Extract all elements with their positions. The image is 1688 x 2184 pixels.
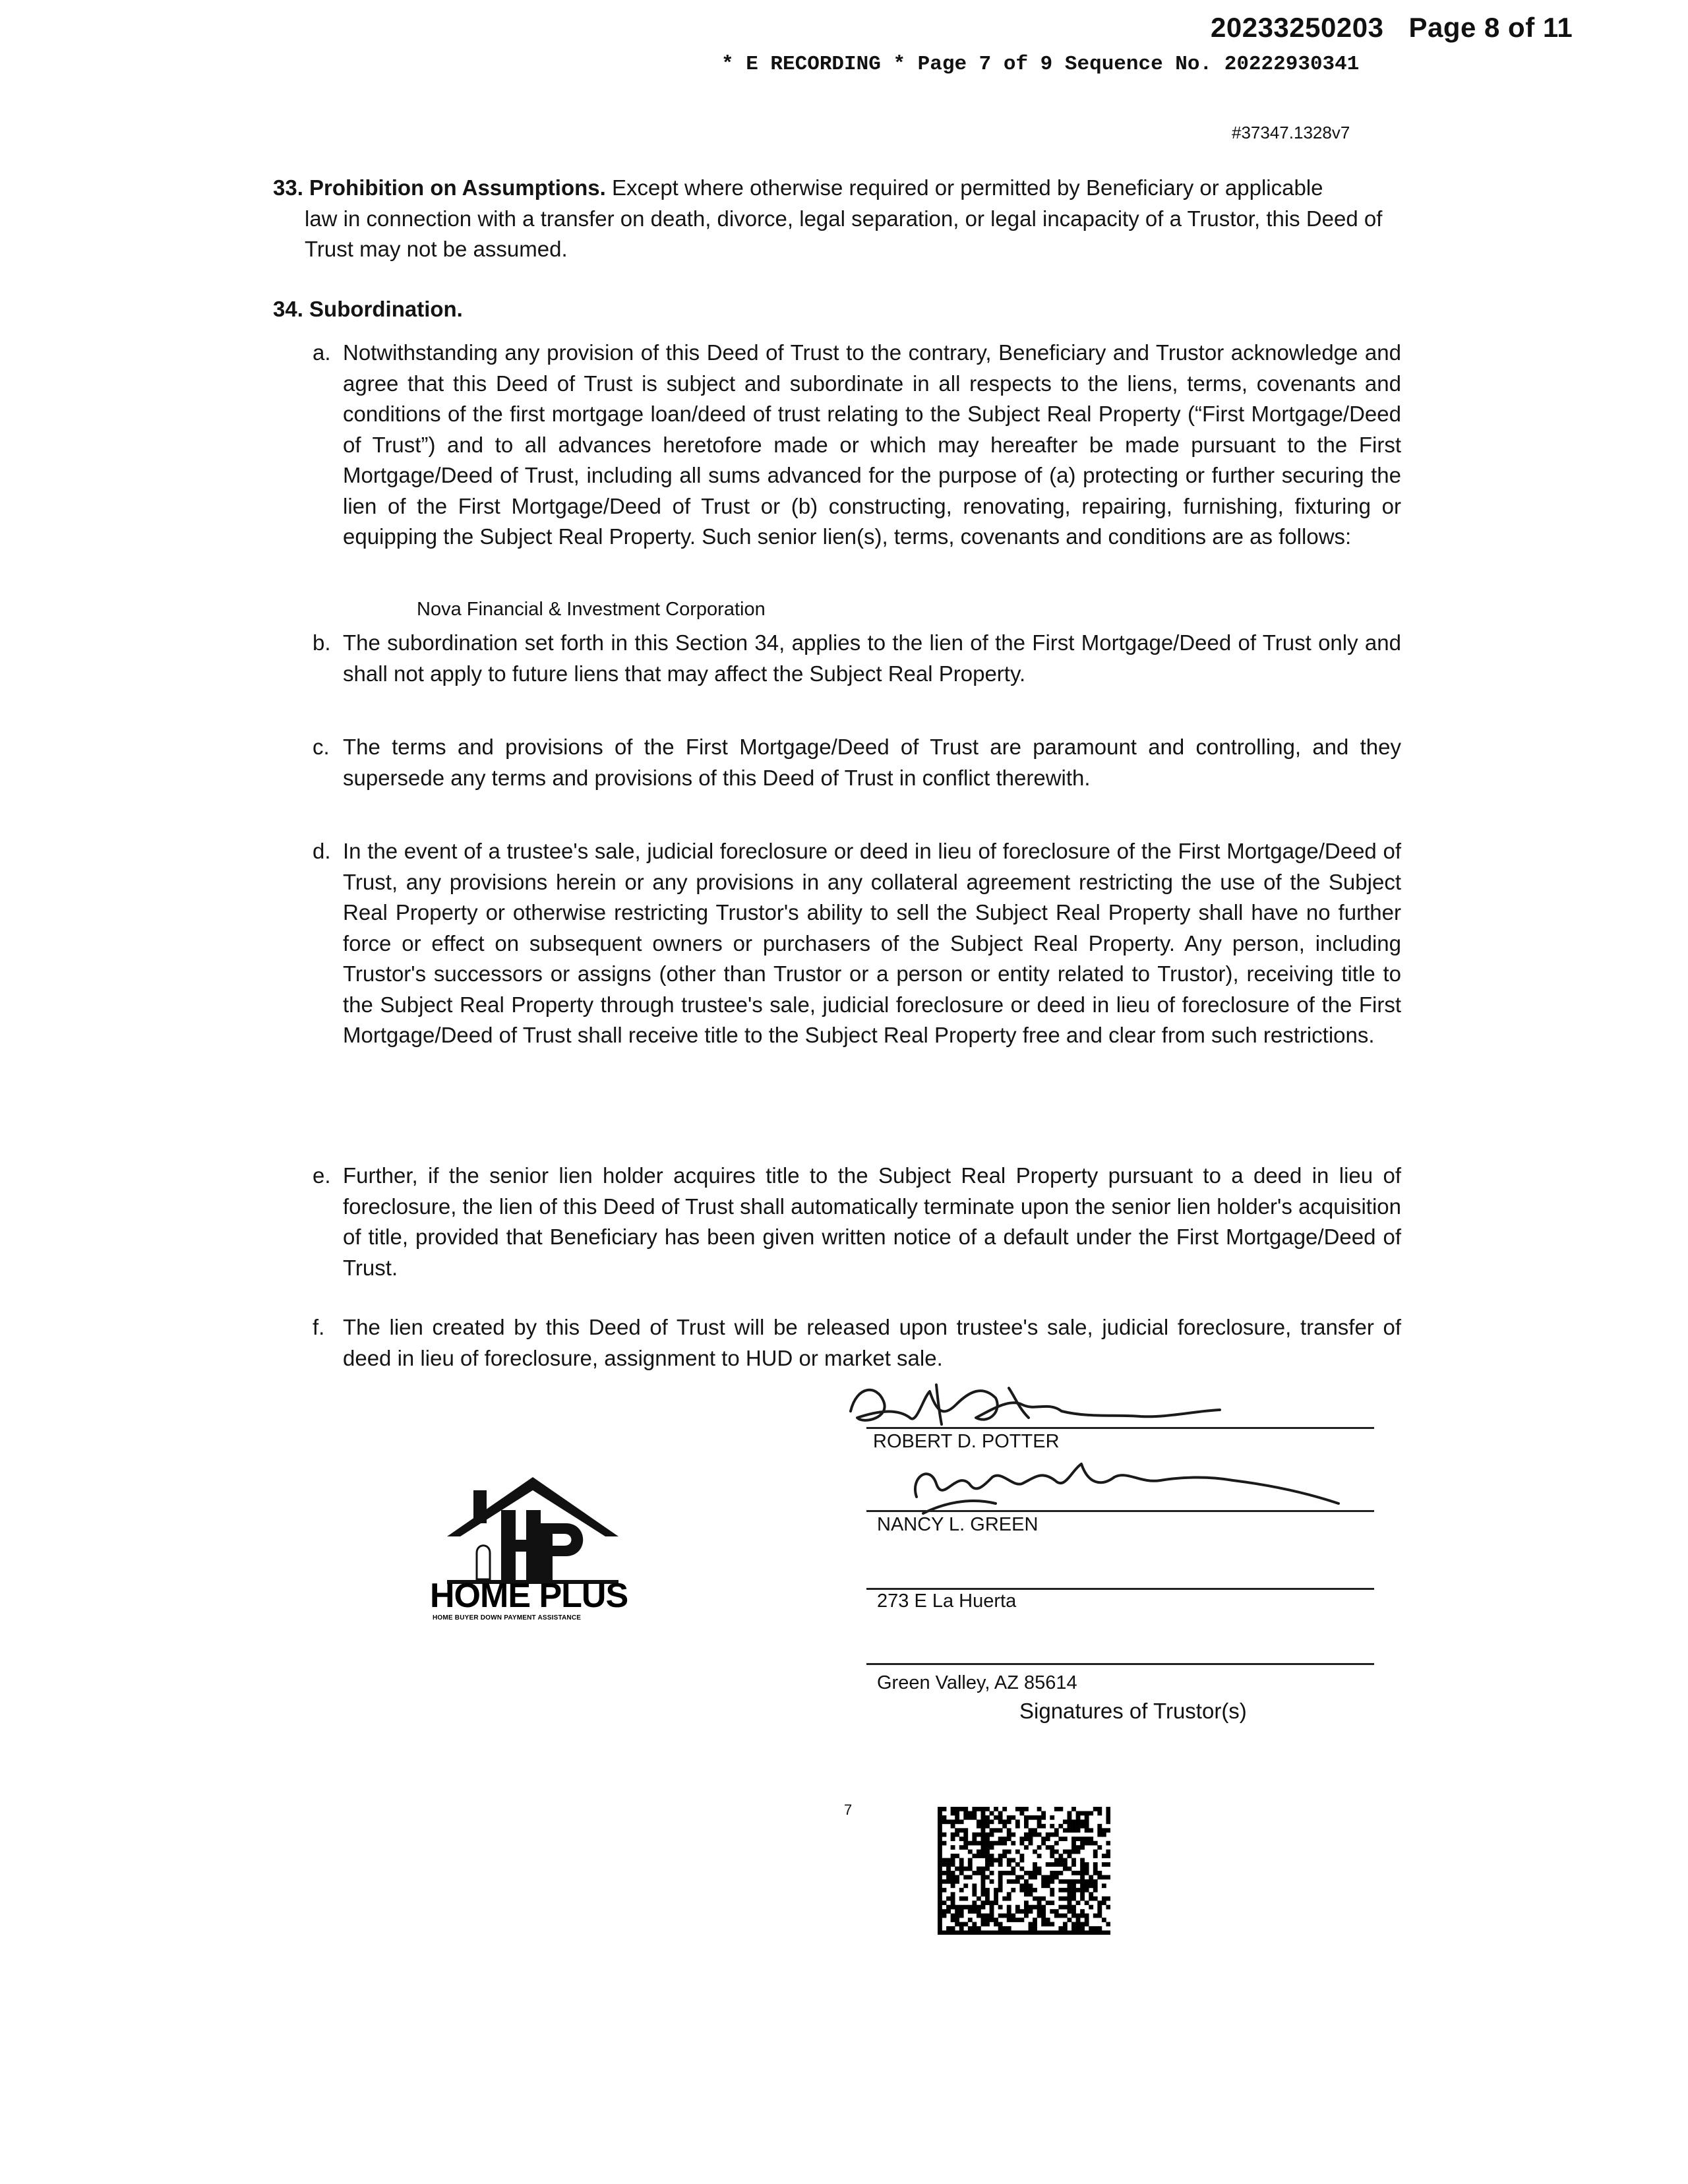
item-text: The terms and provisions of the First Mortgage/Deed of Trust are paramount and controlling, and they supersede any terms and provisions of this Deed of Trust in conflict therewith. — [343, 735, 1401, 790]
trustor-2-name: NANCY L. GREEN — [877, 1514, 1039, 1535]
trustor-1-name: ROBERT D. POTTER — [873, 1431, 1060, 1452]
section-33-heading: 33. Prohibition on Assumptions. — [273, 175, 606, 200]
barcode-icon — [938, 1807, 1110, 1935]
recording-number-header — [1211, 12, 1573, 44]
item-label: b. — [313, 630, 331, 655]
signature-line-2 — [866, 1510, 1374, 1512]
item-text: The lien created by this Deed of Trust will be released upon trustee's sale, judicial foreclosure, transfer of deed in lieu of foreclosure, assignment to HUD or market sale. — [343, 1315, 1401, 1370]
item-label: f. — [313, 1315, 325, 1339]
signatures-caption: Signatures of Trustor(s) — [1019, 1699, 1247, 1723]
item-label: e. — [313, 1163, 331, 1188]
logo-name: HOME PLUS — [430, 1577, 628, 1615]
section-34-item-d — [313, 836, 1401, 1051]
senior-lien-holder: Nova Financial & Investment Corporation — [417, 599, 766, 620]
section-33-text-rest: law in connection with a transfer on death, divorce, legal separation, or legal incapacity of a Trustor, this Deed of Trust may not be assumed. — [305, 206, 1383, 261]
logo-tagline: HOME BUYER DOWN PAYMENT ASSISTANCE — [433, 1614, 582, 1622]
address-line-2-rule — [866, 1663, 1374, 1665]
page-number: 7 — [844, 1802, 853, 1818]
page-label: Page 8 of 11 — [1408, 12, 1573, 43]
address-line-1-rule — [866, 1588, 1374, 1590]
item-label: c. — [313, 735, 330, 759]
section-34-item-a — [313, 338, 1401, 553]
record-number: 20233250203 — [1211, 12, 1384, 43]
document-id: #37347.1328v7 — [1232, 123, 1350, 142]
item-text: The subordination set forth in this Section 34, applies to the lien of the First Mortgage/Deed of Trust only and shall not apply to future liens that may affect the Subject Real Property. — [343, 630, 1401, 686]
section-34-item-e — [313, 1161, 1401, 1283]
section-34-item-c — [313, 732, 1401, 793]
address-line-1: 273 E La Huerta — [877, 1591, 1017, 1612]
address-line-2: Green Valley, AZ 85614 — [877, 1672, 1077, 1693]
item-text: In the event of a trustee's sale, judicial foreclosure or deed in lieu of foreclosure of the First Mortgage/Deed of Trust, any provisions herein or any provisions in any collateral agreement restricting the use of the Subject Real Property or otherwise restricting Trustor's ability to sell the Subject Real Property shall have no further force or effect on subsequent owners or purchasers of the Subject Real Property. Any person, including Trustor's successors or assigns (other than Trustor or a person or entity related to Trustor), receiving title to the Subject Real Property through trustee's sale, judicial foreclosure or deed in lieu of foreclosure of the First Mortgage/Deed of Trust shall receive title to the Subject Real Property free and clear from such restrictions. — [343, 839, 1401, 1047]
section-33 — [273, 173, 1401, 265]
section-34-item-f — [313, 1312, 1401, 1374]
signature-line-1 — [866, 1427, 1374, 1429]
section-34-item-b — [313, 628, 1401, 689]
e-recording-line: * E RECORDING * Page 7 of 9 Sequence No. 20222930341 — [721, 53, 1360, 76]
item-label: d. — [313, 839, 331, 863]
section-33-text-line1: Except where otherwise required or permitted by Beneficiary or applicable — [605, 175, 1323, 200]
item-text: Notwithstanding any provision of this Deed of Trust to the contrary, Beneficiary and Trustor acknowledge and agree that this Deed of Trust is subject and subordinate in all respects to the liens, terms, covenants and conditions of the first mortgage loan/deed of trust relating to the Subject Real Property (“First Mortgage/Deed of Trust”) and to all advances heretofore made or which may hereafter be made pursuant to the First Mortgage/Deed of Trust, including all sums advanced for the purpose of (a) protecting or further securing the lien of the First Mortgage/Deed of Trust or (b) constructing, renovating, repairing, furnishing, fixturing or equipping the Subject Real Property. Such senior lien(s), terms, covenants and conditions are as follows: — [343, 340, 1401, 549]
section-34-heading: 34. Subordination. — [273, 297, 463, 321]
item-label: a. — [313, 340, 331, 365]
item-text: Further, if the senior lien holder acquires title to the Subject Real Property pursuant to a deed in lieu of foreclosure, the lien of this Deed of Trust shall automatically terminate upon the senior lien holder's acquisition of title, provided that Beneficiary has been given written notice of a default under the First Mortgage/Deed of Trust. — [343, 1163, 1401, 1280]
